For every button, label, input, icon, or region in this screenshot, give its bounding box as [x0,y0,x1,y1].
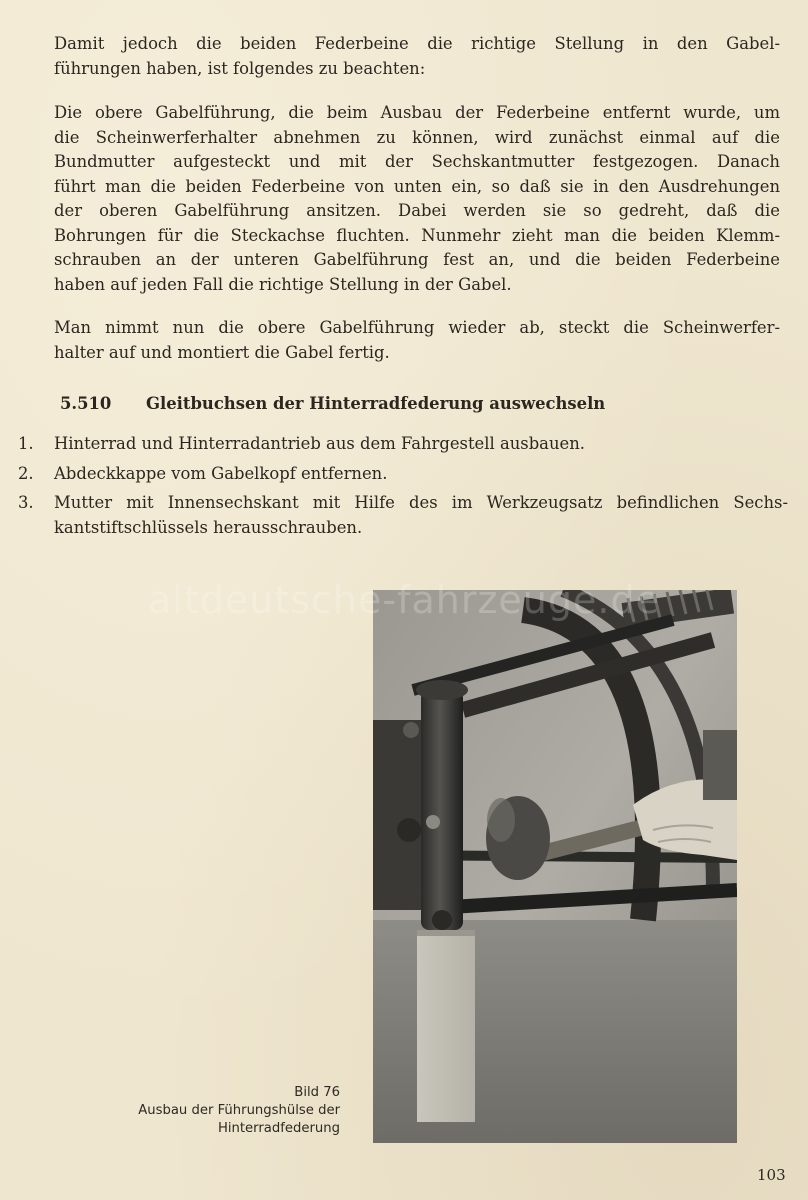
list-item [18,432,788,457]
text-line: Mutter mit Innensechskant mit Hilfe des im Werkzeugsatz befindlichen Sechs- [54,493,788,512]
step-number: 2. [18,463,34,483]
list-item [18,491,788,540]
engine-block [373,720,421,910]
text-line: führt man die beiden Federbeine von unten ein, so daß sie in den Ausdrehungen [54,176,780,196]
wooden-block [417,930,475,1122]
paragraph-fork-guide [54,101,780,297]
step-text [54,432,788,457]
text-line: haben auf jeden Fall die richtige Stellung in der Gabel. [54,274,512,294]
text-line: Man nimmt nun die obere Gabelführung wieder ab, steckt die Scheinwerfer- [54,318,780,337]
step-text [54,491,788,540]
caption-line: Ausbau der Führungshülse der [138,1103,340,1118]
text-line: Bundmutter aufgesteckt und mit der Sechskantmutter festgezogen. Danach [54,152,780,171]
page-number: 103 [757,1166,786,1184]
fork-tube [421,690,463,930]
text-line: Bohrungen für die Steckachse fluchten. Nunmehr zieht man die beiden Klemm- [54,225,780,245]
paragraph-assembly [54,316,780,365]
text-line: Abdeckkappe vom Gabelkopf entfernen. [54,463,388,483]
text-line: Damit jedoch die beiden Federbeine die richtige Stellung in den Gabel- [54,34,780,53]
steps-list [18,432,788,545]
text-line: der oberen Gabelführung ansitzen. Dabei werden sie so gedreht, daß die [54,201,780,220]
section-heading [60,394,605,413]
figure-caption [138,1084,340,1138]
caption-line: Hinterradfederung [217,1121,340,1136]
section-number: 5.510 [60,394,112,413]
section-title: Gleitbuchsen der Hinterradfederung auswechseln [146,394,606,413]
text-line: Hinterrad und Hinterradantrieb aus dem Fahrgestell ausbauen. [54,434,585,453]
text-line: die Scheinwerferhalter abnehmen zu können, wird zunächst einmal auf die [54,127,780,147]
paragraph-intro [54,32,780,81]
watermark-text: altdeutsche-fahrzeuge.de [148,578,660,622]
text-line: kantstiftschlüssels herausschrauben. [54,517,363,537]
text-line: Die obere Gabelführung, die beim Ausbau der Federbeine entfernt wurde, um [54,103,780,122]
text-line: führungen haben, ist folgendes zu beachten: [54,58,426,78]
figure-photo [373,590,737,1143]
text-line: halter auf und montiert die Gabel fertig. [54,342,390,362]
step-number: 1. [18,434,34,453]
photo-illustration [373,590,737,1143]
step-text [54,462,788,487]
figure-label: Bild 76 [294,1085,340,1100]
step-number: 3. [18,493,34,512]
text-line: schrauben an der unteren Gabelführung fest an, und die beiden Federbeine [54,250,780,269]
list-item [18,462,788,487]
